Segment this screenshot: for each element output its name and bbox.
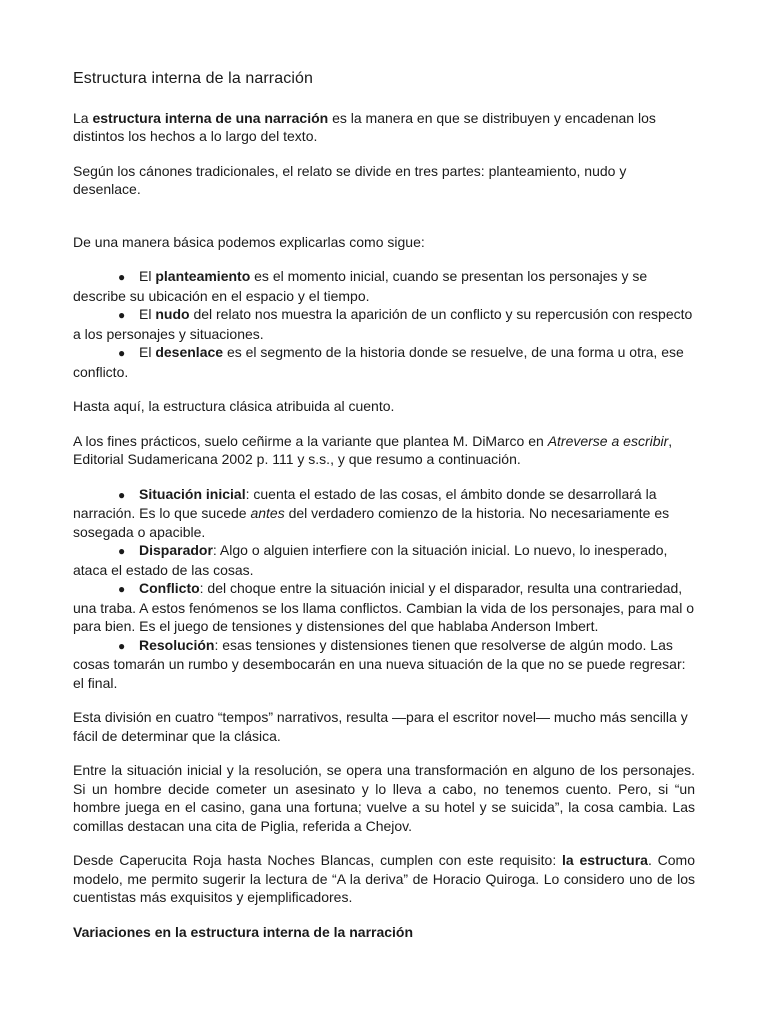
requirement-paragraph	[73, 851, 695, 907]
part-post: es el momento inicial, cuando se presentan los personajes y se describe su ubicación en el espacio y el tiempo.	[73, 268, 648, 304]
tempos-list	[73, 485, 695, 693]
requirement-pre: Desde Caperucita Roja hasta Noches Blancas, cumplen con este requisito:	[73, 852, 563, 868]
part-bold: desenlace	[155, 344, 224, 360]
list-item	[73, 579, 695, 636]
list-item	[73, 343, 695, 381]
part-pre: El	[139, 306, 156, 322]
part-post: es el segmento de la historia donde se resuelve, de una forma u otra, ese conflicto.	[73, 344, 684, 380]
part-bold: nudo	[155, 306, 190, 322]
variant-post: , Editorial Sudamericana 2002 p. 111 y s.s., y que resumo a continuación.	[73, 432, 673, 467]
bullet-icon: ●	[118, 638, 126, 653]
variant-italic: Atreverse a escribir	[547, 432, 669, 449]
intro-pre: La	[73, 109, 93, 126]
tempo-pre: : cuenta el estado de las cosas, el ámbito donde se desarrollará la narración. Es lo que sucede	[73, 485, 657, 521]
bullet-icon: ●	[118, 544, 126, 558]
basic-paragraph: De una manera básica podemos explicarlas como sigue:	[73, 233, 425, 250]
tempo-italic: antes	[250, 505, 285, 521]
bullet-icon: ●	[118, 582, 126, 596]
tempo-post: del verdadero comienzo de la historia. No necesariamente es sosegada o apacible.	[73, 505, 670, 540]
tempo-bold: Disparador	[139, 542, 213, 558]
part-bold: planteamiento	[155, 268, 251, 284]
list-item	[73, 485, 695, 542]
list-item	[73, 305, 695, 343]
part-post: del relato nos muestra la aparición de un conflicto y su repercusión con respecto a los personajes y situaciones.	[73, 306, 693, 342]
variant-pre: A los fines prácticos, suelo ceñirme a la variante que plantea M. DiMarco en	[73, 432, 548, 449]
tempo-bold: Situación inicial	[139, 485, 246, 502]
tempo-pre: : del choque entre la situación inicial y el disparador, resulta una contrariedad, una traba. A estos fenómenos se los llama conflictos. Cambian la vida de los personajes, para mal o para bien. Es el juego de tensiones y distensiones del que hablaba Anderson Imbert.	[73, 580, 695, 634]
bullet-icon: ●	[118, 346, 126, 360]
intro-post: es la manera en que se distribuyen y encadenan los distintos los hechos a lo largo del texto.	[73, 109, 656, 144]
bullet-icon: ●	[118, 487, 126, 502]
classic-paragraph: Hasta aquí, la estructura clásica atribuida al cuento.	[73, 398, 395, 414]
document-page	[73, 70, 695, 941]
intro-paragraph	[73, 109, 695, 146]
list-item	[73, 636, 695, 693]
parts-list	[73, 267, 695, 381]
requirement-bold: la estructura	[562, 852, 648, 868]
transformation-paragraph: Entre la situación inicial y la resolución, se opera una transformación en alguno de los personajes. Si un hombre decide cometer un asesinato y lo lleva a cabo, no tenemos cuento. Pero, si “un hombre juega en el casino, gana una fortuna; vuelve a su hotel y se suicida”, la cosa cambia. Las comillas destacan una cita de Piglia, referida a Chejov.	[73, 762, 695, 834]
requirement-post: . Como modelo, me permito sugerir la lectura de “A la deriva” de Horacio Quiroga. Lo considero uno de los cuentistas más exquisitos y ejemplificadores.	[73, 852, 695, 905]
section-subtitle: Variaciones en la estructura interna de la narración	[73, 923, 414, 940]
bullet-icon: ●	[118, 270, 126, 284]
tempo-bold: Conflicto	[139, 580, 200, 596]
part-pre: El	[139, 268, 156, 284]
canons-paragraph: Según los cánones tradicionales, el relato se divide en tres partes: planteamiento, nudo y desenlace.	[73, 162, 627, 197]
division-paragraph: Esta división en cuatro “tempos” narrativos, resulta —para el escritor novel— mucho más sencilla y fácil de determinar que la clásica.	[73, 709, 688, 744]
page-title: Estructura interna de la narración	[73, 70, 313, 87]
list-item	[73, 267, 695, 305]
tempo-pre: : esas tensiones y distensiones tienen que resolverse de algún modo. Las cosas tomarán un rumbo y desembocarán en una nueva situación de la que no se puede regresar: el final.	[73, 636, 686, 691]
tempo-pre: : Algo o alguien interfiere con la situación inicial. Lo nuevo, lo inesperado, ataca el estado de las cosas.	[73, 542, 668, 578]
intro-bold: estructura interna de una narración	[92, 109, 329, 126]
part-pre: El	[139, 344, 156, 360]
list-item	[73, 541, 695, 579]
variant-paragraph	[73, 432, 695, 469]
bullet-icon: ●	[118, 308, 126, 322]
tempo-bold: Resolución	[139, 636, 215, 653]
